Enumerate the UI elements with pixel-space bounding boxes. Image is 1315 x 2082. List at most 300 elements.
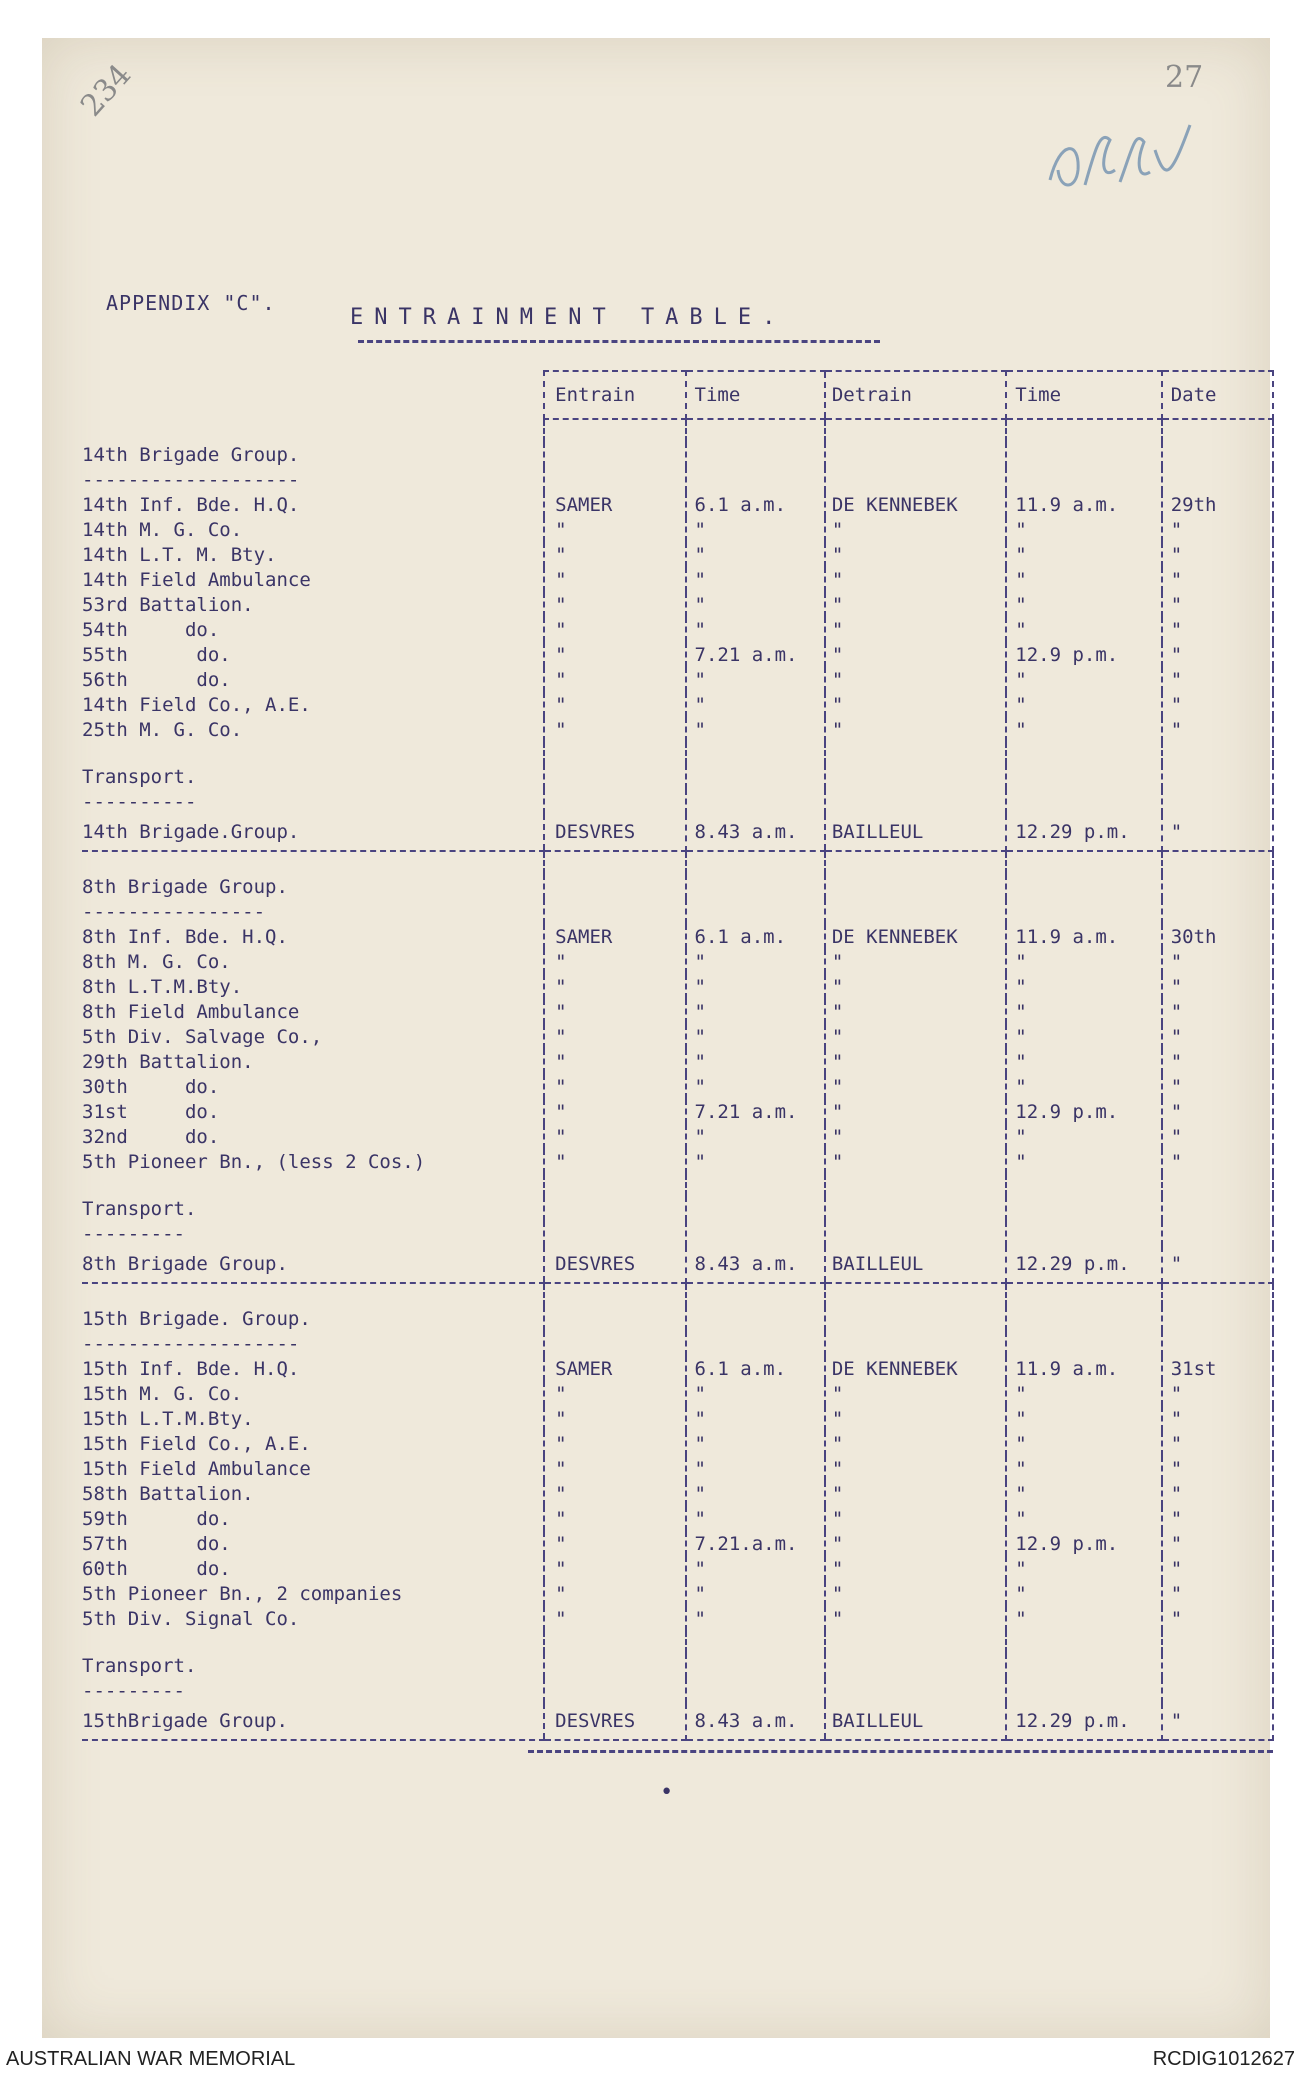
date-cell: " — [1162, 1124, 1273, 1149]
time1-cell — [686, 1678, 825, 1703]
entrainment-table — [82, 370, 1274, 1741]
table-row — [82, 1506, 1273, 1531]
entrain-cell: " — [544, 1024, 685, 1049]
table-row — [82, 974, 1273, 999]
unit-cell: 32nd do. — [82, 1125, 220, 1148]
entrain-cell — [544, 1283, 685, 1306]
unit-cell: 29th Battalion. — [82, 1050, 254, 1073]
date-cell — [1162, 1678, 1273, 1703]
date-cell: " — [1162, 814, 1273, 851]
entrain-cell: " — [544, 1581, 685, 1606]
time1-cell — [686, 1174, 825, 1196]
time2-cell: " — [1006, 692, 1161, 717]
unit-cell: ---------- — [82, 790, 197, 813]
detrain-cell: " — [825, 1481, 1006, 1506]
time1-cell — [686, 1283, 825, 1306]
detrain-cell: BAILLEUL — [825, 814, 1006, 851]
header-entrain: Entrain — [544, 371, 685, 419]
time2-cell — [1006, 899, 1161, 924]
entrain-cell: DESVRES — [544, 814, 685, 851]
time1-cell: " — [694, 518, 706, 541]
time1-cell: " — [694, 1025, 706, 1048]
detrain-cell: " — [825, 1381, 1006, 1406]
time1-cell: " — [694, 668, 706, 691]
time2-cell: 12.9 p.m. — [1006, 642, 1161, 667]
time2-cell: " — [1006, 667, 1161, 692]
detrain-cell: " — [825, 1099, 1006, 1124]
entrain-cell — [544, 1678, 685, 1703]
detrain-cell: " — [825, 1606, 1006, 1631]
table-row — [82, 592, 1273, 617]
time2-cell — [1006, 851, 1161, 874]
unit-cell: 5th Pioneer Bn., (less 2 Cos.) — [82, 1150, 426, 1173]
time2-cell: " — [1006, 1431, 1161, 1456]
detrain-cell: " — [825, 567, 1006, 592]
time2-cell — [1006, 1306, 1161, 1331]
unit-cell: 5th Div. Salvage Co., — [82, 1025, 323, 1048]
table-bottom-rule — [528, 1750, 1273, 1753]
time2-cell: 11.9 a.m. — [1006, 1356, 1161, 1381]
time2-cell: 12.29 p.m. — [1006, 814, 1161, 851]
group-heading-row — [82, 1306, 1273, 1331]
unit-cell: 55th do. — [82, 643, 231, 666]
unit-cell: 8th Inf. Bde. H.Q. — [82, 925, 288, 948]
detrain-cell: " — [825, 949, 1006, 974]
time2-cell: " — [1006, 717, 1161, 742]
detrain-cell: " — [825, 692, 1006, 717]
time2-cell: " — [1006, 1581, 1161, 1606]
time2-cell — [1006, 789, 1161, 814]
time2-cell: " — [1006, 1456, 1161, 1481]
entrain-cell: DESVRES — [544, 1703, 685, 1740]
time2-cell: " — [1006, 1049, 1161, 1074]
date-cell: " — [1162, 517, 1273, 542]
unit-cell — [82, 1283, 544, 1306]
entrain-cell — [544, 419, 685, 442]
date-cell — [1162, 789, 1273, 814]
table-row — [82, 1074, 1273, 1099]
page-mark: • — [660, 1780, 674, 1805]
unit-cell: --------- — [82, 1679, 185, 1702]
detrain-cell — [825, 1196, 1006, 1221]
entrain-cell: " — [544, 542, 685, 567]
unit-cell: 8th Brigade Group. — [82, 1246, 544, 1283]
table-row — [82, 1581, 1273, 1606]
group-heading-row — [82, 442, 1273, 467]
date-cell — [1162, 742, 1273, 764]
transport-label-row — [82, 764, 1273, 789]
table-row — [82, 1456, 1273, 1481]
time2-cell: " — [1006, 1481, 1161, 1506]
time1-cell: " — [694, 618, 706, 641]
date-cell: " — [1162, 1149, 1273, 1174]
date-cell — [1162, 1631, 1273, 1653]
time1-cell: 7.21.a.m. — [694, 1532, 798, 1555]
detrain-cell: " — [825, 717, 1006, 742]
entrain-cell: " — [544, 999, 685, 1024]
transport-label-row — [82, 1653, 1273, 1678]
unit-cell: 56th do. — [82, 668, 231, 691]
unit-cell: 8th Brigade Group. — [82, 875, 288, 898]
table-row — [82, 542, 1273, 567]
detrain-cell: " — [825, 1049, 1006, 1074]
entrain-cell — [544, 467, 685, 492]
time1-cell: " — [694, 693, 706, 716]
table-row — [82, 1481, 1273, 1506]
time2-cell: " — [1006, 974, 1161, 999]
date-cell — [1162, 419, 1273, 442]
unit-cell: 15th Field Ambulance — [82, 1457, 311, 1480]
detrain-cell: BAILLEUL — [825, 1703, 1006, 1740]
entrain-cell: " — [544, 567, 685, 592]
time1-cell: " — [694, 568, 706, 591]
unit-cell: 58th Battalion. — [82, 1482, 254, 1505]
detrain-cell — [825, 467, 1006, 492]
detrain-cell — [825, 442, 1006, 467]
unit-cell — [82, 1174, 544, 1196]
table-row — [82, 692, 1273, 717]
entrain-cell: " — [544, 1556, 685, 1581]
entrain-cell — [544, 764, 685, 789]
entrain-cell: " — [544, 974, 685, 999]
date-cell: " — [1162, 949, 1273, 974]
detrain-cell: " — [825, 1149, 1006, 1174]
table-row — [82, 924, 1273, 949]
date-cell: " — [1162, 1246, 1273, 1283]
time2-cell — [1006, 1331, 1161, 1356]
table-row — [82, 567, 1273, 592]
time2-cell: " — [1006, 592, 1161, 617]
detrain-cell: BAILLEUL — [825, 1246, 1006, 1283]
time2-cell — [1006, 1196, 1161, 1221]
entrain-cell: " — [544, 517, 685, 542]
unit-cell: ------------------- — [82, 468, 300, 491]
footer-reference: RCDIG1012627 — [1152, 2048, 1295, 2070]
time1-cell: " — [694, 1075, 706, 1098]
spacer-row — [82, 419, 1273, 442]
entrain-cell: SAMER — [544, 492, 685, 517]
detrain-cell: " — [825, 1581, 1006, 1606]
time1-cell: 7.21 a.m. — [694, 1100, 798, 1123]
table-row — [82, 1431, 1273, 1456]
time1-cell: 8.43 a.m. — [686, 1703, 825, 1740]
entrain-cell: " — [544, 717, 685, 742]
unit-cell: 14th Field Ambulance — [82, 568, 311, 591]
unit-cell — [82, 851, 544, 874]
date-cell — [1162, 467, 1273, 492]
entrain-cell: " — [544, 692, 685, 717]
detrain-cell: " — [825, 1024, 1006, 1049]
entrain-cell — [544, 1653, 685, 1678]
date-cell: " — [1162, 974, 1273, 999]
page-title: ENTRAINMENT TABLE. — [350, 305, 787, 330]
time2-cell: 11.9 a.m. — [1006, 492, 1161, 517]
unit-cell: 8th L.T.M.Bty. — [82, 975, 243, 998]
date-cell: " — [1162, 1074, 1273, 1099]
table-row — [82, 617, 1273, 642]
unit-cell: Transport. — [82, 765, 197, 788]
table-row — [82, 1556, 1273, 1581]
date-cell: " — [1162, 567, 1273, 592]
time1-cell — [686, 467, 825, 492]
detrain-cell: " — [825, 1431, 1006, 1456]
unit-cell: 14th M. G. Co. — [82, 518, 243, 541]
spacer-row — [82, 1174, 1273, 1196]
unit-cell: 14th Brigade Group. — [82, 443, 300, 466]
transport-row — [82, 1246, 1273, 1283]
time2-cell: " — [1006, 542, 1161, 567]
unit-cell: 15th M. G. Co. — [82, 1382, 243, 1405]
date-cell: " — [1162, 999, 1273, 1024]
detrain-cell — [825, 1174, 1006, 1196]
unit-cell: 54th do. — [82, 618, 220, 641]
entrain-cell: " — [544, 1506, 685, 1531]
entrain-cell: DESVRES — [544, 1246, 685, 1283]
detrain-cell: " — [825, 1074, 1006, 1099]
detrain-cell: DE KENNEBEK — [825, 924, 1006, 949]
time2-cell: " — [1006, 1556, 1161, 1581]
table-row — [82, 492, 1273, 517]
entrain-cell — [544, 789, 685, 814]
entrain-cell: " — [544, 1149, 685, 1174]
date-cell: " — [1162, 1431, 1273, 1456]
time1-cell: 6.1 a.m. — [694, 925, 787, 948]
detrain-cell: " — [825, 974, 1006, 999]
unit-cell: 15th Inf. Bde. H.Q. — [82, 1357, 300, 1380]
detrain-cell: " — [825, 667, 1006, 692]
group-underline-row — [82, 467, 1273, 492]
date-cell: " — [1162, 717, 1273, 742]
time2-cell — [1006, 874, 1161, 899]
time2-cell — [1006, 742, 1161, 764]
entrain-cell — [544, 1221, 685, 1246]
spacer-row — [82, 742, 1273, 764]
date-cell: 31st — [1162, 1356, 1273, 1381]
time1-cell: " — [694, 975, 706, 998]
entrain-cell: " — [544, 949, 685, 974]
entrain-cell: SAMER — [544, 1356, 685, 1381]
unit-cell: 53rd Battalion. — [82, 593, 254, 616]
date-cell: " — [1162, 1506, 1273, 1531]
corner-number: 234 — [74, 57, 139, 124]
time1-cell: " — [694, 1582, 706, 1605]
entrain-cell: " — [544, 592, 685, 617]
date-cell — [1162, 1221, 1273, 1246]
unit-cell: --------- — [82, 1222, 185, 1245]
table-row — [82, 1049, 1273, 1074]
time1-cell: 6.1 a.m. — [694, 493, 787, 516]
entrain-cell: " — [544, 1381, 685, 1406]
time1-cell — [686, 1196, 825, 1221]
group-underline-row — [82, 1331, 1273, 1356]
entrain-cell: " — [544, 1406, 685, 1431]
unit-cell: 15thBrigade Group. — [82, 1703, 544, 1740]
entrain-cell — [544, 1331, 685, 1356]
header-date: Date — [1162, 371, 1273, 419]
time1-cell — [686, 442, 825, 467]
table-row — [82, 1099, 1273, 1124]
date-cell: " — [1162, 1606, 1273, 1631]
header-time-1: Time — [686, 371, 825, 419]
time2-cell: " — [1006, 617, 1161, 642]
time2-cell: 12.9 p.m. — [1006, 1531, 1161, 1556]
unit-cell: 60th do. — [82, 1557, 231, 1580]
entrain-cell: " — [544, 1074, 685, 1099]
table-row — [82, 1356, 1273, 1381]
time2-cell: 11.9 a.m. — [1006, 924, 1161, 949]
date-cell: 30th — [1162, 924, 1273, 949]
unit-cell: Transport. — [82, 1654, 197, 1677]
table-row — [82, 717, 1273, 742]
table-row — [82, 949, 1273, 974]
time1-cell: " — [694, 1150, 706, 1173]
transport-underline-row — [82, 1221, 1273, 1246]
unit-cell: 5th Pioneer Bn., 2 companies — [82, 1582, 403, 1605]
unit-cell: 8th Field Ambulance — [82, 1000, 300, 1023]
date-cell: " — [1162, 1481, 1273, 1506]
date-cell: " — [1162, 1049, 1273, 1074]
detrain-cell: DE KENNEBEK — [825, 492, 1006, 517]
transport-label-row — [82, 1196, 1273, 1221]
unit-cell: ---------------- — [82, 900, 266, 923]
time2-cell — [1006, 1678, 1161, 1703]
entrain-cell — [544, 442, 685, 467]
detrain-cell: " — [825, 642, 1006, 667]
entrain-cell: " — [544, 642, 685, 667]
date-cell: " — [1162, 692, 1273, 717]
time2-cell: " — [1006, 1074, 1161, 1099]
time2-cell: 12.9 p.m. — [1006, 1099, 1161, 1124]
date-cell — [1162, 1331, 1273, 1356]
table-row — [82, 1606, 1273, 1631]
table-row — [82, 517, 1273, 542]
entrain-cell — [544, 874, 685, 899]
time2-cell: " — [1006, 1024, 1161, 1049]
time1-cell: " — [694, 1482, 706, 1505]
date-cell: " — [1162, 1556, 1273, 1581]
time2-cell: " — [1006, 1406, 1161, 1431]
date-cell: " — [1162, 542, 1273, 567]
time2-cell — [1006, 1174, 1161, 1196]
time1-cell — [686, 1631, 825, 1653]
detrain-cell — [825, 874, 1006, 899]
time1-cell: " — [694, 1507, 706, 1530]
date-cell — [1162, 1283, 1273, 1306]
time1-cell: " — [694, 1000, 706, 1023]
time1-cell — [686, 742, 825, 764]
footer-institution: AUSTRALIAN WAR MEMORIAL — [6, 2048, 296, 2070]
transport-row — [82, 814, 1273, 851]
entrain-cell — [544, 851, 685, 874]
time2-cell — [1006, 1283, 1161, 1306]
time1-cell: 7.21 a.m. — [694, 643, 798, 666]
time1-cell — [686, 1331, 825, 1356]
entrain-cell — [544, 1306, 685, 1331]
detrain-cell: " — [825, 617, 1006, 642]
unit-cell: 14th Inf. Bde. H.Q. — [82, 493, 300, 516]
date-cell — [1162, 1653, 1273, 1678]
unit-cell: 31st do. — [82, 1100, 220, 1123]
detrain-cell — [825, 851, 1006, 874]
time2-cell: " — [1006, 567, 1161, 592]
detrain-cell — [825, 419, 1006, 442]
unit-cell — [82, 419, 544, 442]
time2-cell — [1006, 1653, 1161, 1678]
date-cell: " — [1162, 667, 1273, 692]
unit-cell — [82, 742, 544, 764]
time2-cell — [1006, 442, 1161, 467]
unit-cell: 25th M. G. Co. — [82, 718, 243, 741]
unit-cell: 15th Brigade. Group. — [82, 1307, 311, 1330]
table-row — [82, 999, 1273, 1024]
title-underline — [358, 340, 880, 343]
entrain-cell: " — [544, 617, 685, 642]
unit-cell: 5th Div. Signal Co. — [82, 1607, 300, 1630]
time1-cell: " — [694, 718, 706, 741]
date-cell: " — [1162, 1581, 1273, 1606]
detrain-cell — [825, 1221, 1006, 1246]
entrain-cell: SAMER — [544, 924, 685, 949]
table-row — [82, 1124, 1273, 1149]
unit-cell: 14th Field Co., A.E. — [82, 693, 311, 716]
time1-cell — [686, 789, 825, 814]
detrain-cell — [825, 1678, 1006, 1703]
time2-cell — [1006, 1221, 1161, 1246]
table-row — [82, 1531, 1273, 1556]
time1-cell — [686, 419, 825, 442]
detrain-cell: " — [825, 1531, 1006, 1556]
date-cell: " — [1162, 1099, 1273, 1124]
entrain-cell — [544, 899, 685, 924]
table-row — [82, 1149, 1273, 1174]
date-cell — [1162, 764, 1273, 789]
group-underline-row — [82, 899, 1273, 924]
detrain-cell — [825, 899, 1006, 924]
unit-cell: 59th do. — [82, 1507, 231, 1530]
entrain-cell: " — [544, 1124, 685, 1149]
entrain-cell: " — [544, 1456, 685, 1481]
date-cell — [1162, 1174, 1273, 1196]
date-cell — [1162, 1196, 1273, 1221]
date-cell — [1162, 442, 1273, 467]
entrain-cell — [544, 1631, 685, 1653]
unit-cell: 15th Field Co., A.E. — [82, 1432, 311, 1455]
detrain-cell — [825, 1283, 1006, 1306]
unit-cell: 14th Brigade.Group. — [82, 814, 544, 851]
entrain-cell: " — [544, 1431, 685, 1456]
handwritten-initials-icon — [1040, 110, 1240, 200]
time1-cell: " — [694, 543, 706, 566]
entrain-cell: " — [544, 667, 685, 692]
entrain-cell: " — [544, 1606, 685, 1631]
time2-cell — [1006, 419, 1161, 442]
time1-cell: " — [694, 1125, 706, 1148]
date-cell: " — [1162, 1531, 1273, 1556]
spacer-row — [82, 1283, 1273, 1306]
date-cell — [1162, 1306, 1273, 1331]
unit-cell: 15th L.T.M.Bty. — [82, 1407, 254, 1430]
time1-cell — [686, 1221, 825, 1246]
time2-cell: " — [1006, 1606, 1161, 1631]
time2-cell: " — [1006, 1124, 1161, 1149]
table-row — [82, 1406, 1273, 1431]
time2-cell — [1006, 467, 1161, 492]
time1-cell: 8.43 a.m. — [686, 1246, 825, 1283]
detrain-cell — [825, 742, 1006, 764]
date-cell: " — [1162, 592, 1273, 617]
time2-cell: 12.29 p.m. — [1006, 1246, 1161, 1283]
entrain-cell: " — [544, 1531, 685, 1556]
